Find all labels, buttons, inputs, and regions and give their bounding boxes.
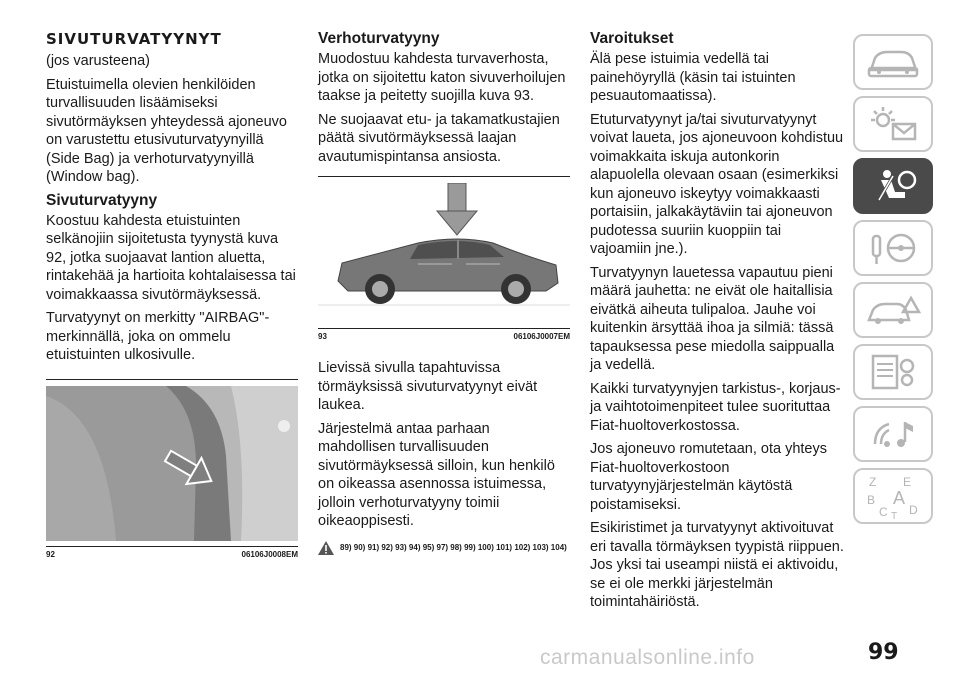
figure-number: 93 <box>318 332 327 341</box>
tab-key-steering[interactable] <box>853 220 933 276</box>
figure-92 <box>46 386 298 559</box>
figure-caption <box>46 546 298 559</box>
seat-airbag-icon <box>865 166 921 206</box>
column-2 <box>318 30 570 555</box>
tab-index[interactable] <box>853 468 933 524</box>
index-letter: E <box>903 475 912 489</box>
tab-car-dashboard[interactable] <box>853 34 933 90</box>
index-letter: T <box>891 511 898 520</box>
car-emergency-icon <box>865 290 921 330</box>
subheading-side-airbag: Sivuturvatyyny <box>46 191 158 209</box>
watermark: carmanualsonline.info <box>540 646 755 669</box>
paragraph: Esikiristimet ja turvatyynyt aktivoituvat eri tavalla törmäyksen tyypistä riippuen. Jos yksi tai useampi niistä ei aktivoidu, se ei ole merkki järjestelmän toimintahäiriöstä. <box>590 520 844 610</box>
figure-number: 92 <box>46 549 55 559</box>
section-tabs <box>853 34 937 530</box>
car-side-view-illustration <box>318 183 570 323</box>
figure-93 <box>318 183 570 341</box>
tab-emergency[interactable] <box>853 282 933 338</box>
paragraph: Älä pese istuimia vedellä tai painehöyryllä (käsin tai istuinten pesuautomaatissa). <box>590 51 796 104</box>
warning-reference-list: 89) 90) 91) 92) 93) 94) 95) 97) 98) 99) 100) 101) 102) 103) 104) <box>340 543 567 552</box>
car-dashboard-icon <box>865 42 921 82</box>
tab-warning-lights[interactable] <box>853 96 933 152</box>
warning-lights-icon <box>865 104 921 144</box>
tab-maintenance[interactable] <box>853 344 933 400</box>
index-letter: Z <box>869 475 877 489</box>
tab-safety-airbag[interactable] <box>853 158 933 214</box>
multimedia-icon <box>865 414 921 454</box>
paragraph: Lievissä sivulla tapahtuvissa törmäyksissä sivuturvatyynyt eivät laukea. <box>318 360 538 413</box>
column-3 <box>590 30 846 617</box>
paragraph: Koostuu kahdesta etuistuinten selkänojiin sijoitetusta tyynystä kuva 92, jotka suojaavat lantion aluetta, rintakehää ja hartioita kohtalaisessa tai voimakkaassa sivutörmäyksessä. <box>46 212 296 303</box>
figure-code: 06106J0007EM <box>513 332 570 341</box>
divider <box>318 176 570 177</box>
warning-references <box>318 541 570 555</box>
index-letter: D <box>909 503 918 517</box>
figure-code: 06106J0008EM <box>241 549 298 559</box>
paragraph: Etuturvatyynyt ja/tai sivuturvatyynyt voivat laueta, jos ajoneuvoon kohdistuu voimakkaita iskuja autonkorin alapuolella olevaan osaan (esimerkiksi kun ajoneuvo iskeytyy voimakkaasti portaisiin, jalkakäytäviin tai ajoneuvon pudotessa suuriin kuoppiin tai vajoamiin jne.). <box>590 111 844 257</box>
paragraph: Jos ajoneuvo romutetaan, ota yhteys Fiat-huoltoverkostoon turvatyynyjärjestelmän käytöstä poistamiseksi. <box>590 441 827 513</box>
maintenance-checklist-icon <box>865 352 921 392</box>
paragraph: (jos varusteena) <box>46 53 150 69</box>
section-title: SIVUTURVATYYNYT <box>46 30 222 48</box>
paragraph: Muodostuu kahdesta turvaverhosta, jotka on sijoitettu katon sivuverhoilujen taakse ja peitetty suojilla kuva 93. <box>318 51 566 104</box>
divider <box>46 379 298 380</box>
tab-multimedia[interactable] <box>853 406 933 462</box>
subheading-curtain-airbag: Verhoturvatyyny <box>318 30 440 47</box>
key-steering-wheel-icon <box>865 228 921 268</box>
paragraph: Turvatyynyt on merkitty "AIRBAG"-merkinnällä, joka on ommelu etuistuinten ulkosivulle. <box>46 310 270 363</box>
index-letter: A <box>893 488 906 508</box>
index-letter: C <box>879 505 888 519</box>
figure-caption <box>318 328 570 341</box>
paragraph: Turvatyynyn lauetessa vapautuu pieni määrä jauhetta: ne eivät ole haitallisia eivätkä aiheuta tulipaloa. Jauhe voi kuitenkin ärsyttää ihoa ja silmiä: tässä tapauksessa pese miedolla saippualla ja vedellä. <box>590 264 835 373</box>
seat-side-airbag-illustration <box>46 386 298 541</box>
paragraph: Kaikki turvatyynyjen tarkistus-, korjaus- ja vaihtotoimenpiteet tulee suorituttaa Fiat-huoltoverkostossa. <box>590 380 841 434</box>
warning-triangle-icon <box>318 541 334 555</box>
paragraph: Ne suojaavat etu- ja takamatkustajien päätä sivutörmäyksessä laajan avautumispintansa ansiosta. <box>318 111 560 165</box>
column-1 <box>46 30 298 559</box>
index-letters-icon <box>863 472 923 520</box>
paragraph: Järjestelmä antaa parhaan mahdollisen turvallisuuden sivutörmäyksessä silloin, kun henkilö on oikeassa asennossa istuimessa, jolloin verhoturvatyyny toimii oikeaoppisesti. <box>318 420 555 529</box>
index-letter: B <box>867 493 876 507</box>
paragraph: Etuistuimella olevien henkilöiden turvallisuuden lisäämiseksi sivutörmäyksen yhteydessä ajoneuvo on varustettu etusivuturvatyynyillä (Side Bag) ja verhoturvatyynyillä (Window bag). <box>46 76 287 185</box>
subheading-warnings: Varoitukset <box>590 30 674 47</box>
page-number: 99 <box>868 640 899 665</box>
